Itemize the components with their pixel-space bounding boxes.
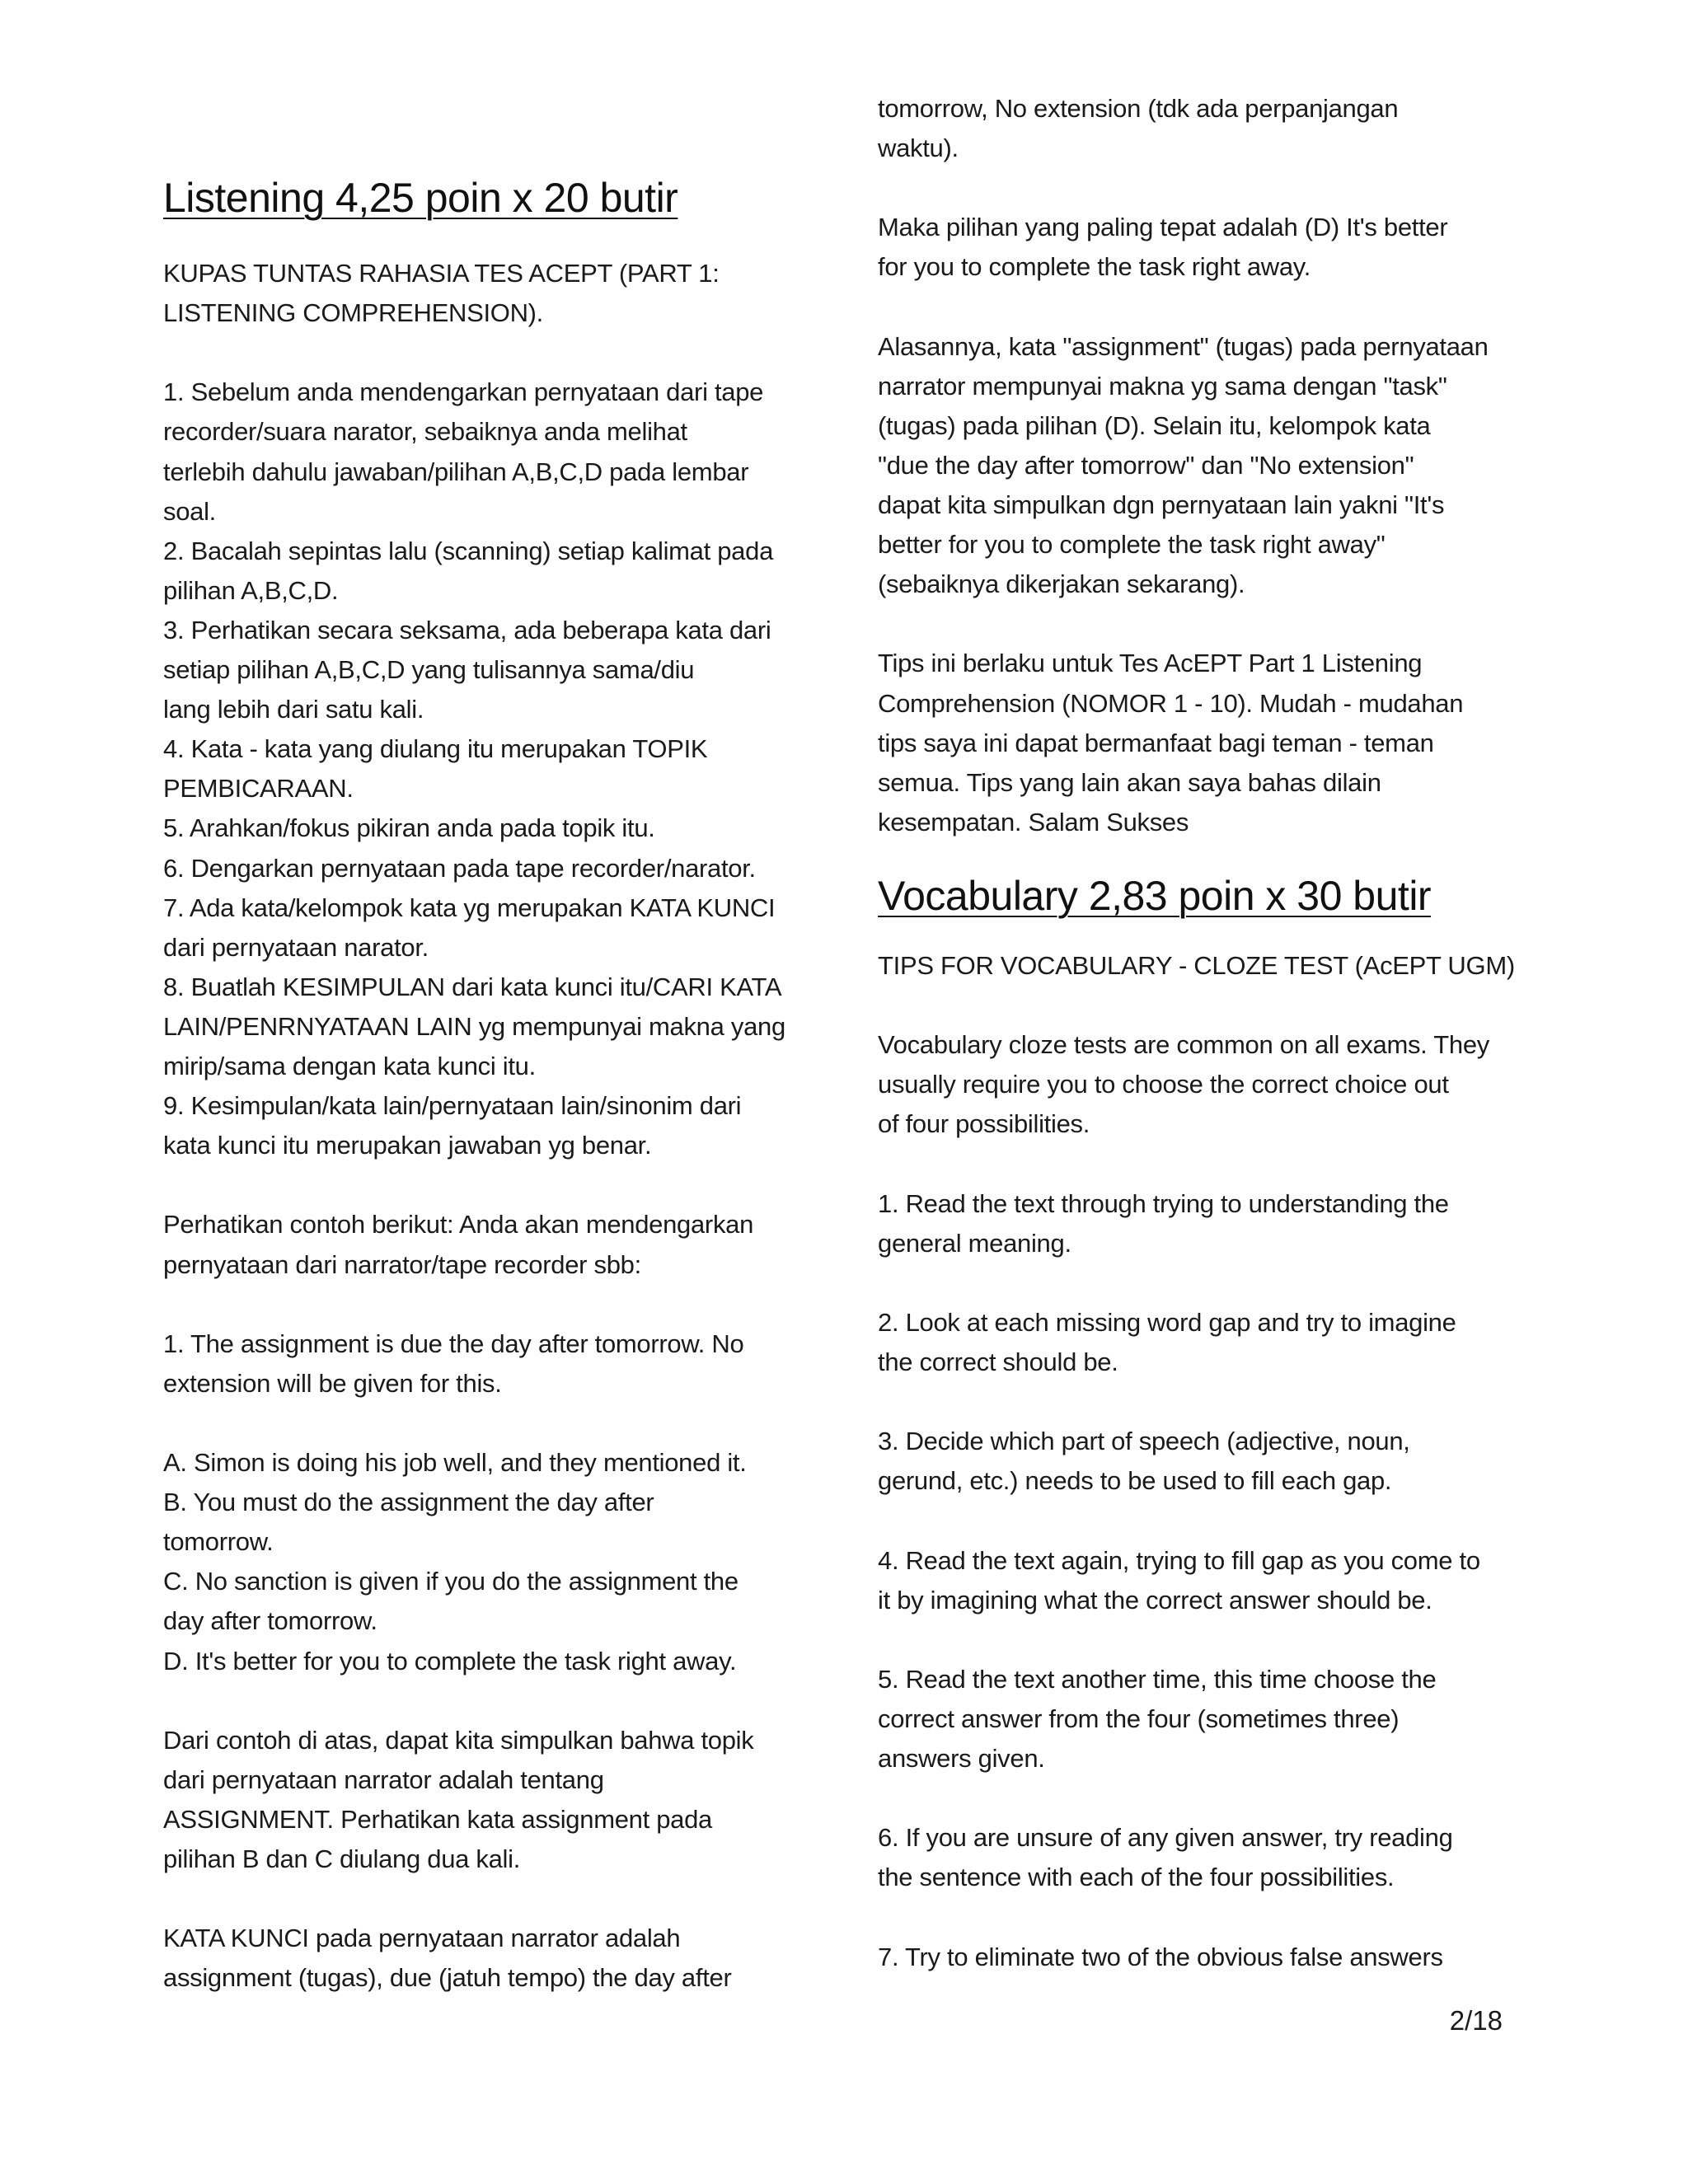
text-line: 7. Try to eliminate two of the obvious false answers	[878, 1942, 1443, 1971]
text-line: general meaning.	[878, 1228, 1071, 1258]
text-line: pilihan B dan C diulang dua kali.	[163, 1844, 521, 1873]
vocabulary-heading: Vocabulary 2,83 poin x 30 butir	[878, 873, 1432, 919]
text-line: tomorrow, No extension (tdk ada perpanjangan	[878, 94, 1399, 123]
text-line: 8. Buatlah KESIMPULAN dari kata kunci itu/CARI KATA	[163, 972, 782, 1001]
text-line: setiap pilihan A,B,C,D yang tulisannya sama/diu	[163, 655, 695, 684]
text-line: C. No sanction is given if you do the assignment the	[163, 1567, 738, 1596]
text-line: 2. Look at each missing word gap and try to imagine	[878, 1307, 1456, 1337]
text-line: 2. Bacalah sepintas lalu (scanning) setiap kalimat pada	[163, 536, 774, 565]
text-line: "due the day after tomorrow" dan "No extension"	[878, 450, 1414, 480]
text-line: (tugas) pada pilihan (D). Selain itu, kelompok kata	[878, 410, 1431, 440]
listening-heading: Listening 4,25 poin x 20 butir	[163, 175, 678, 221]
text-line: 1. Read the text through trying to understanding the	[878, 1188, 1449, 1218]
text-line: 3. Perhatikan secara seksama, ada beberapa kata dari	[163, 615, 771, 644]
text-line: Maka pilihan yang paling tepat adalah (D) It's better	[878, 213, 1448, 242]
text-line: 7. Ada kata/kelompok kata yg merupakan KATA KUNCI	[163, 893, 776, 922]
text-line: dari pernyataan narrator adalah tentang	[163, 1765, 604, 1794]
text-line: PEMBICARAAN.	[163, 774, 354, 804]
text-line: 1. The assignment is due the day after tomorrow. No	[163, 1329, 744, 1358]
text-line: kesempatan. Salam Sukses	[878, 807, 1189, 837]
text-line: it by imagining what the correct answer should be.	[878, 1585, 1432, 1615]
text-line: of four possibilities.	[878, 1109, 1090, 1139]
text-line: lang lebih dari satu kali.	[163, 695, 424, 724]
text-line: mirip/sama dengan kata kunci itu.	[163, 1052, 536, 1080]
text-line: correct answer from the four (sometimes three)	[878, 1704, 1400, 1733]
text-line: KUPAS TUNTAS RAHASIA TES ACEPT (PART 1:	[163, 259, 720, 288]
text-line: kata kunci itu merupakan jawaban yg benar.	[163, 1131, 652, 1160]
text-line: tips saya ini dapat bermanfaat bagi teman - teman	[878, 728, 1434, 757]
text-line: 6. Dengarkan pernyataan pada tape recorder/narator.	[163, 853, 756, 883]
text-line: LAIN/PENRNYATAAN LAIN yg mempunyai makna yang	[163, 1011, 785, 1041]
text-line: pilihan A,B,C,D.	[163, 575, 339, 605]
text-line: 6. If you are unsure of any given answer, try reading	[878, 1823, 1453, 1853]
text-line: Tips ini berlaku untuk Tes AcEPT Part 1 Listening	[878, 649, 1423, 678]
text-line: dapat kita simpulkan dgn pernyataan lain yakni "It's	[878, 490, 1445, 519]
text-line: terlebih dahulu jawaban/pilihan A,B,C,D pada lembar	[163, 457, 749, 486]
text-line: dari pernyataan narator.	[163, 932, 429, 962]
text-line: 1. Sebelum anda mendengarkan pernyataan dari tape	[163, 377, 764, 407]
text-line: A. Simon is doing his job well, and they mentioned it.	[163, 1448, 747, 1477]
text-line: the sentence with each of the four possibilities.	[878, 1863, 1395, 1892]
text-line: waktu).	[878, 134, 959, 163]
text-line: soal.	[163, 496, 216, 526]
text-line: day after tomorrow.	[163, 1606, 377, 1636]
text-line: 5. Arahkan/fokus pikiran anda pada topik itu.	[163, 813, 655, 843]
text-line: the correct should be.	[878, 1347, 1118, 1376]
text-line: LISTENING COMPREHENSION).	[163, 298, 543, 328]
text-line: Alasannya, kata "assignment" (tugas) pada pernyataan	[878, 331, 1489, 361]
text-line: Comprehension (NOMOR 1 - 10). Mudah - mudahan	[878, 688, 1464, 718]
page-number: 2/18	[1449, 2005, 1503, 2036]
text-line: narrator mempunyai makna yg sama dengan "task"	[878, 371, 1447, 401]
text-line: 4. Kata - kata yang diulang itu merupakan TOPIK	[163, 734, 708, 764]
text-line: TIPS FOR VOCABULARY - CLOZE TEST (AcEPT UGM)	[878, 951, 1515, 980]
text-line: recorder/suara narator, sebaiknya anda melihat	[163, 417, 687, 447]
text-line: better for you to complete the task right away"	[878, 530, 1386, 560]
text-line: ASSIGNMENT. Perhatikan kata assignment pada	[163, 1804, 712, 1834]
text-line: assignment (tugas), due (jatuh tempo) the day after	[163, 1963, 732, 1993]
text-line: Dari contoh di atas, dapat kita simpulkan bahwa topik	[163, 1725, 754, 1755]
text-line: 4. Read the text again, trying to fill gap as you come to	[878, 1545, 1480, 1575]
text-line: for you to complete the task right away.	[878, 252, 1311, 282]
text-line: B. You must do the assignment the day after	[163, 1488, 654, 1517]
text-line: answers given.	[878, 1744, 1045, 1773]
text-line: gerund, etc.) needs to be used to fill each gap.	[878, 1466, 1392, 1496]
text-line: Perhatikan contoh berikut: Anda akan mendengarkan	[163, 1210, 754, 1240]
text-line: usually require you to choose the correct choice out	[878, 1070, 1449, 1099]
text-line: Vocabulary cloze tests are common on all exams. They	[878, 1030, 1489, 1060]
text-line: D. It's better for you to complete the task right away.	[163, 1646, 737, 1675]
text-line: semua. Tips yang lain akan saya bahas dilain	[878, 767, 1381, 797]
text-line: pernyataan dari narrator/tape recorder sbb:	[163, 1249, 641, 1279]
text-line: KATA KUNCI pada pernyataan narrator adalah	[163, 1924, 681, 1953]
text-line: 9. Kesimpulan/kata lain/pernyataan lain/sinonim dari	[163, 1091, 742, 1121]
text-line: extension will be given for this.	[163, 1368, 502, 1398]
text-line: (sebaiknya dikerjakan sekarang).	[878, 569, 1245, 599]
text-line: tomorrow.	[163, 1527, 274, 1557]
text-line: 3. Decide which part of speech (adjective, noun,	[878, 1427, 1410, 1456]
text-line: 5. Read the text another time, this time choose the	[878, 1664, 1437, 1694]
